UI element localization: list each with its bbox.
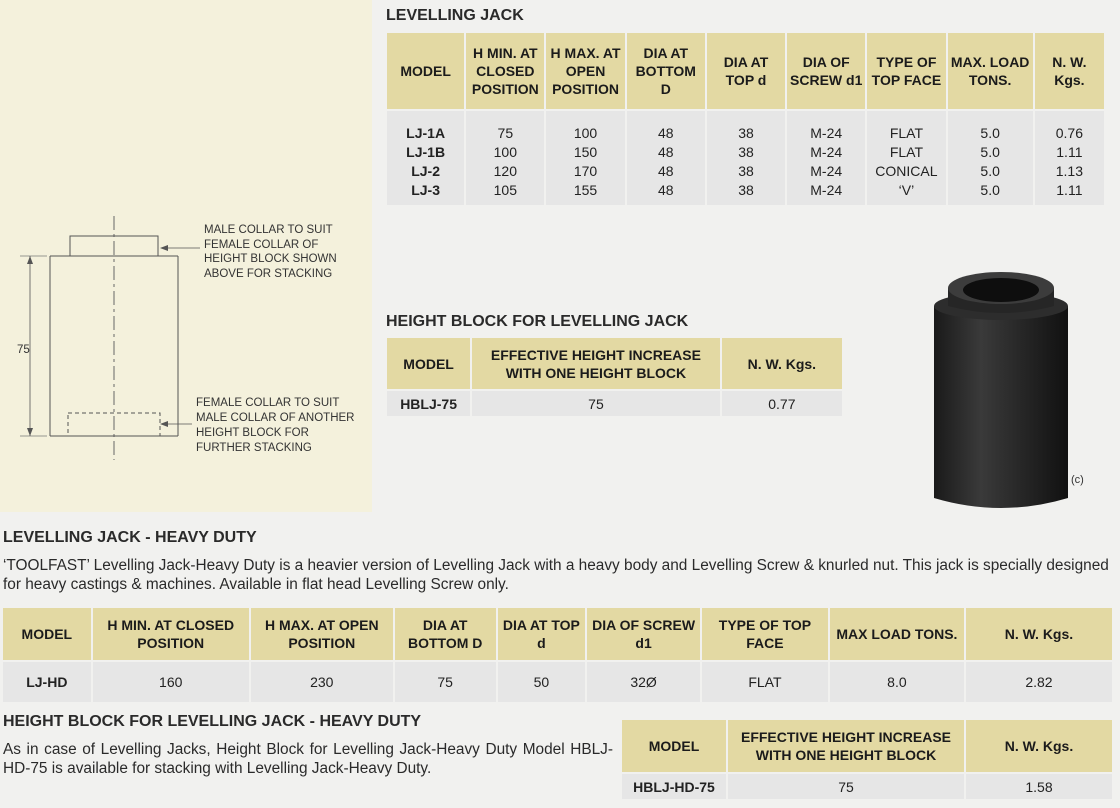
model-cell bbox=[387, 111, 464, 205]
col-effective-height: EFFECTIVE HEIGHT INCREASE WITH ONE HEIGHT BLOCK bbox=[728, 720, 964, 772]
table-header-row bbox=[387, 338, 842, 389]
col-nw: N. W. Kgs. bbox=[722, 338, 842, 389]
model-lj-3: LJ-3 bbox=[411, 182, 440, 198]
h-max-cell bbox=[546, 111, 624, 205]
table-header-row bbox=[3, 608, 1112, 660]
dia-screw-value: M-24 bbox=[810, 144, 843, 160]
col-top-face: TYPE OF TOP FACE bbox=[702, 608, 828, 660]
height-block-hd-title: HEIGHT BLOCK FOR LEVELLING JACK - HEAVY DUTY bbox=[3, 713, 422, 730]
nw-cell: 1.58 bbox=[966, 774, 1112, 799]
table-row bbox=[3, 662, 1112, 702]
photo-body bbox=[934, 306, 1068, 508]
leader-arrow-icon bbox=[160, 245, 168, 251]
height-block-title: HEIGHT BLOCK FOR LEVELLING JACK bbox=[386, 313, 689, 330]
col-nw: N. W. Kgs. bbox=[966, 608, 1112, 660]
h-max-value: 150 bbox=[573, 144, 598, 160]
table-header-row bbox=[387, 33, 1104, 109]
h-min-value: 105 bbox=[493, 182, 517, 198]
dia-screw-cell: 32Ø bbox=[587, 662, 700, 702]
col-nw: N. W. Kgs. bbox=[1035, 33, 1104, 109]
col-dia-top: DIA AT TOP d bbox=[498, 608, 586, 660]
model-lj-2: LJ-2 bbox=[411, 163, 440, 179]
copyright-mark: (c) bbox=[1071, 474, 1084, 486]
note-bottom-line-4: FURTHER STACKING bbox=[196, 442, 312, 454]
dia-bottom-value: 48 bbox=[657, 125, 674, 141]
col-effective-height: EFFECTIVE HEIGHT INCREASE WITH ONE HEIGHT BLOCK bbox=[472, 338, 720, 389]
table-row bbox=[387, 391, 842, 416]
max-load-cell: 8.0 bbox=[830, 662, 964, 702]
max-load-value: 5.0 bbox=[980, 163, 1000, 179]
table-body-row bbox=[387, 111, 1104, 205]
h-min-cell bbox=[466, 111, 544, 205]
height-block-hd-table bbox=[620, 718, 1114, 801]
col-top-face: TYPE OF TOP FACE bbox=[867, 33, 945, 109]
max-load-value: 5.0 bbox=[980, 144, 1000, 160]
leader-arrow-icon bbox=[160, 421, 168, 427]
dia-top-value: 38 bbox=[738, 125, 754, 141]
levelling-jack-table bbox=[385, 31, 1106, 207]
dia-bottom-cell bbox=[627, 111, 705, 205]
col-dia-screw: DIA OF SCREW d1 bbox=[587, 608, 700, 660]
top-face-value: ‘V’ bbox=[898, 182, 915, 198]
h-min-value: 120 bbox=[493, 163, 517, 179]
note-top-line-1: MALE COLLAR TO SUIT bbox=[204, 224, 333, 236]
top-face-value: FLAT bbox=[889, 125, 924, 141]
dimension-label: 75 bbox=[17, 344, 30, 356]
dia-bottom-cell: 75 bbox=[395, 662, 496, 702]
dia-top-value: 38 bbox=[738, 182, 754, 198]
h-max-value: 170 bbox=[573, 163, 598, 179]
arrow-down-icon bbox=[27, 428, 33, 436]
effective-height-cell: 75 bbox=[728, 774, 964, 799]
col-h-min: H MIN. AT CLOSED POSITION bbox=[466, 33, 544, 109]
heavy-duty-table bbox=[1, 606, 1114, 704]
col-h-min: H MIN. AT CLOSED POSITION bbox=[93, 608, 249, 660]
max-load-value: 5.0 bbox=[980, 182, 1000, 198]
col-model: MODEL bbox=[387, 338, 470, 389]
note-top-line-2: FEMALE COLLAR OF bbox=[204, 239, 319, 251]
note-bottom-line-1: FEMALE COLLAR TO SUIT bbox=[196, 397, 340, 409]
top-face-cell: FLAT bbox=[702, 662, 828, 702]
col-model: MODEL bbox=[3, 608, 91, 660]
model-cell: LJ-HD bbox=[3, 662, 91, 702]
col-max-load: MAX LOAD TONS. bbox=[830, 608, 964, 660]
note-top-line-4: ABOVE FOR STACKING bbox=[204, 268, 333, 280]
note-bottom-line-3: HEIGHT BLOCK FOR bbox=[196, 427, 309, 439]
h-min-cell: 160 bbox=[93, 662, 249, 702]
dia-bottom-value: 48 bbox=[657, 163, 674, 179]
top-face-value: CONICAL bbox=[875, 163, 938, 179]
height-block-hd-description: As in case of Levelling Jacks, Height Block for Levelling Jack-Heavy Duty Model HBLJ-HD-75 is available for stacking with Levelling Jack-Heavy Duty. bbox=[3, 741, 613, 777]
table-header-row bbox=[622, 720, 1112, 772]
model-cell: HBLJ-HD-75 bbox=[622, 774, 726, 799]
nw-value: 0.76 bbox=[1055, 125, 1083, 141]
heavy-duty-description: ‘TOOLFAST’ Levelling Jack-Heavy Duty is a heavier version of Levelling Jack with a heavy body and Levelling Screw & knurled nut. This jack is specially designed for heavy castings & machines. Available in flat head Levelling Screw only. bbox=[3, 557, 1109, 593]
dia-top-cell: 50 bbox=[498, 662, 586, 702]
heavy-duty-title: LEVELLING JACK - HEAVY DUTY bbox=[3, 529, 257, 546]
col-h-max: H MAX. AT OPEN POSITION bbox=[251, 608, 393, 660]
model-cell: HBLJ-75 bbox=[387, 391, 470, 416]
model-lj-1a: LJ-1A bbox=[406, 125, 446, 141]
dia-bottom-value: 48 bbox=[657, 182, 674, 198]
nw-cell: 2.82 bbox=[966, 662, 1112, 702]
max-load-value: 5.0 bbox=[980, 125, 1000, 141]
nw-cell: 0.77 bbox=[722, 391, 842, 416]
dia-bottom-value: 48 bbox=[657, 144, 674, 160]
dia-screw-cell bbox=[787, 111, 865, 205]
height-block-photo bbox=[930, 270, 1072, 515]
model-lj-1b: LJ-1B bbox=[406, 144, 446, 160]
h-min-value: 100 bbox=[493, 144, 517, 160]
nw-value: 1.11 bbox=[1056, 182, 1083, 198]
h-min-value: 75 bbox=[497, 125, 514, 141]
col-max-load: MAX. LOAD TONS. bbox=[948, 33, 1033, 109]
col-h-max: H MAX. AT OPEN POSITION bbox=[546, 33, 624, 109]
col-nw: N. W. Kgs. bbox=[966, 720, 1112, 772]
note-top-line-3: HEIGHT BLOCK SHOWN bbox=[204, 253, 337, 265]
dia-top-value: 38 bbox=[738, 144, 754, 160]
dia-top-value: 38 bbox=[738, 163, 754, 179]
col-model: MODEL bbox=[387, 33, 464, 109]
levelling-jack-title: LEVELLING JACK bbox=[386, 7, 524, 24]
table-row bbox=[622, 774, 1112, 799]
arrow-up-icon bbox=[27, 256, 33, 264]
dia-screw-value: M-24 bbox=[810, 125, 843, 141]
dia-screw-value: M-24 bbox=[810, 163, 843, 179]
dia-top-cell bbox=[707, 111, 785, 205]
max-load-cell bbox=[948, 111, 1033, 205]
photo-bore bbox=[963, 278, 1039, 302]
h-max-value: 100 bbox=[573, 125, 598, 141]
nw-value: 1.13 bbox=[1055, 163, 1083, 179]
nw-cell bbox=[1035, 111, 1104, 205]
note-bottom-line-2: MALE COLLAR OF ANOTHER bbox=[196, 412, 355, 424]
nw-value: 1.11 bbox=[1056, 144, 1083, 160]
height-block-drawing bbox=[0, 210, 372, 460]
col-dia-screw: DIA OF SCREW d1 bbox=[787, 33, 865, 109]
col-dia-bottom: DIA AT BOTTOM D bbox=[627, 33, 705, 109]
top-face-value: FLAT bbox=[889, 144, 924, 160]
effective-height-cell: 75 bbox=[472, 391, 720, 416]
col-dia-top: DIA AT TOP d bbox=[707, 33, 785, 109]
col-model: MODEL bbox=[622, 720, 726, 772]
col-dia-bottom: DIA AT BOTTOM D bbox=[395, 608, 496, 660]
top-face-cell bbox=[867, 111, 945, 205]
height-block-table bbox=[385, 336, 844, 418]
h-max-value: 155 bbox=[573, 182, 598, 198]
dia-screw-value: M-24 bbox=[810, 182, 843, 198]
h-max-cell: 230 bbox=[251, 662, 393, 702]
